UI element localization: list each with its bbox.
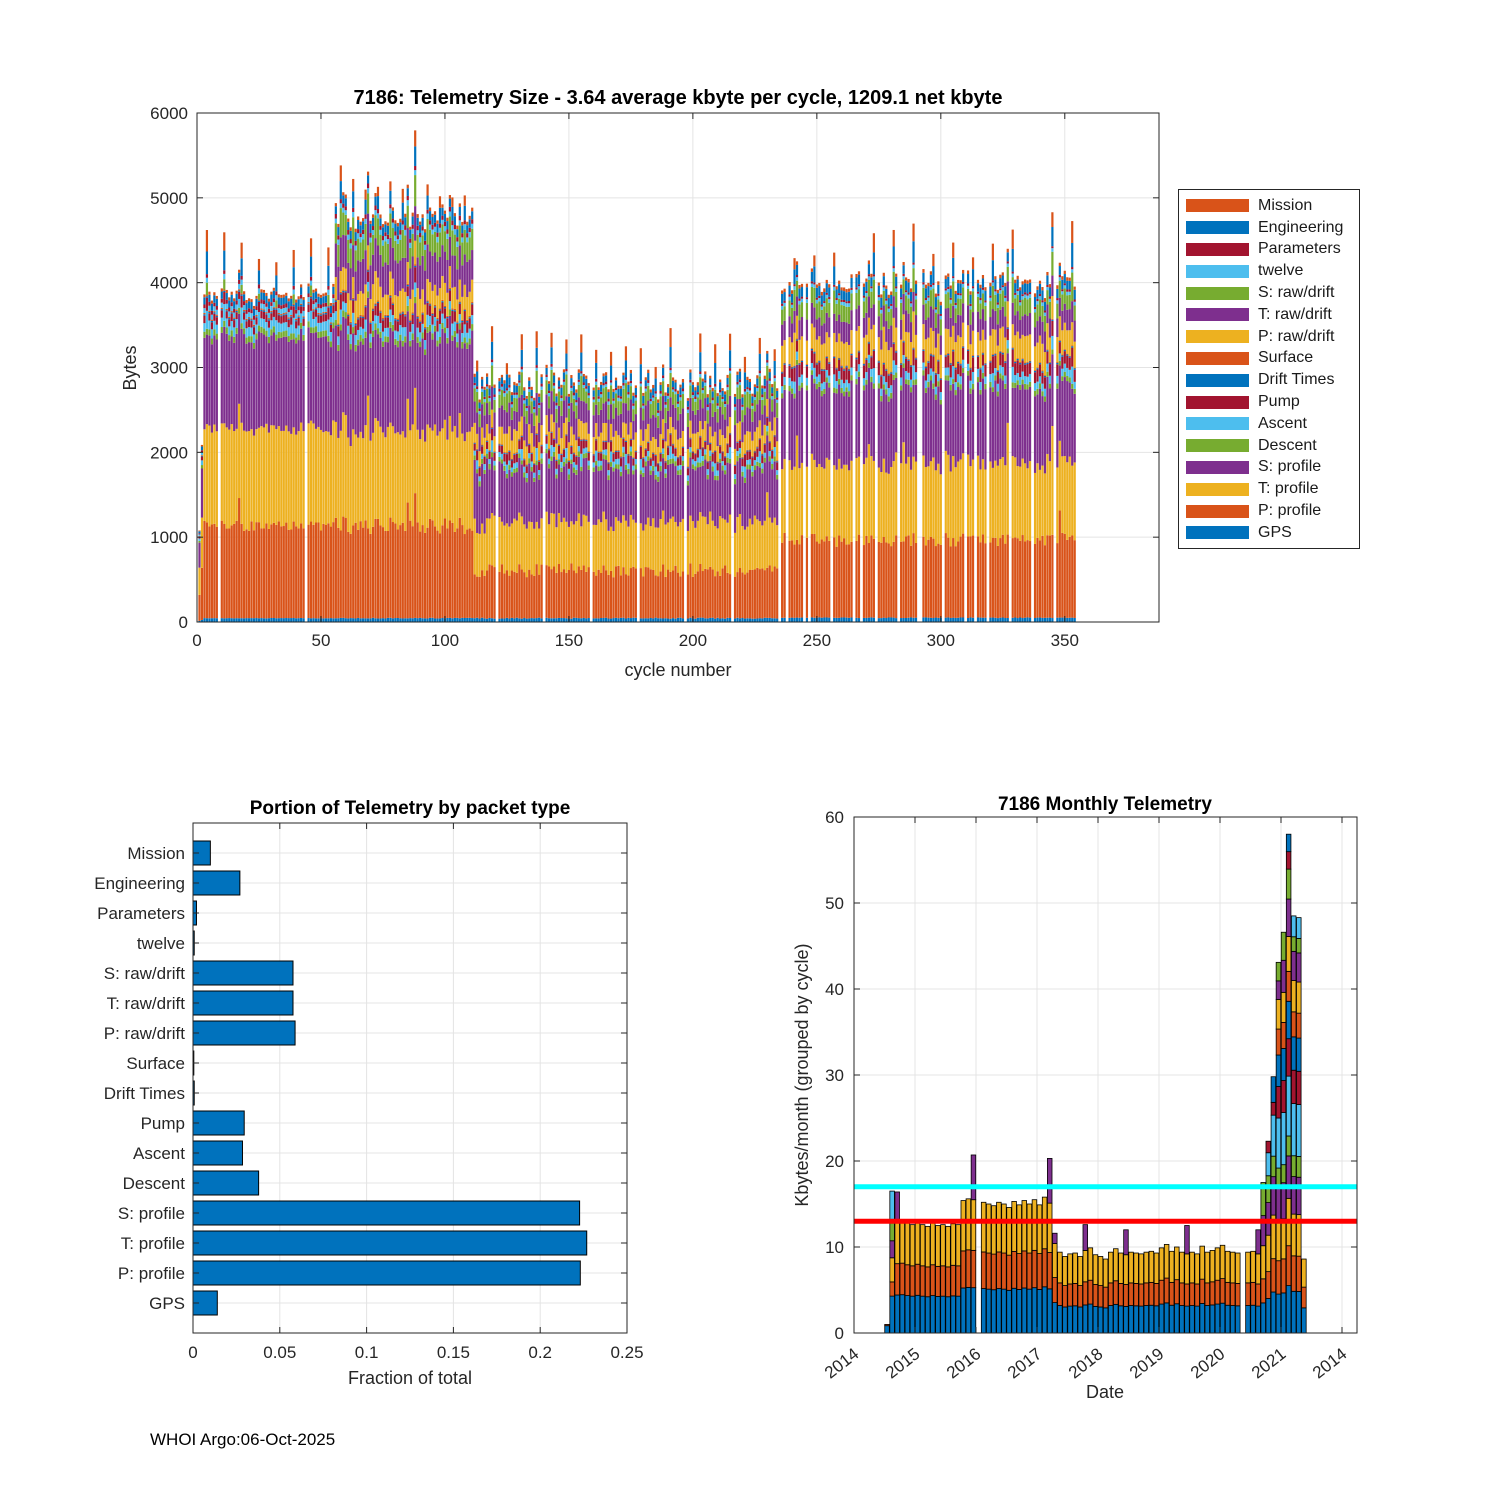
legend-box	[1178, 189, 1360, 549]
legend-entry	[1179, 478, 1359, 500]
legend-entry	[1179, 282, 1359, 304]
legend-entry	[1179, 304, 1359, 326]
monthly-chart-bars	[885, 834, 1306, 1333]
footer-text: WHOI Argo:06-Oct-2025	[150, 1430, 336, 1449]
legend-label: Parameters	[1258, 240, 1341, 258]
monthly-chart-title: 7186 Monthly Telemetry	[997, 794, 1213, 815]
portion-chart-title: Portion of Telemetry by packet type	[249, 798, 571, 819]
legend-entry	[1179, 260, 1359, 282]
legend-label: GPS	[1258, 523, 1292, 541]
legend-swatch	[1186, 439, 1249, 452]
legend-swatch	[1186, 221, 1249, 234]
top-chart-xlabel: cycle number	[624, 660, 732, 680]
legend-entry	[1179, 239, 1359, 261]
legend-entry	[1179, 195, 1359, 217]
legend-entry	[1179, 500, 1359, 522]
legend-swatch	[1186, 199, 1249, 212]
legend-label: Drift Times	[1258, 371, 1335, 389]
legend-entry	[1179, 435, 1359, 457]
legend-label: T: raw/drift	[1258, 305, 1332, 323]
portion-chart-grid	[193, 823, 627, 1333]
telemetry-size-chart	[150, 104, 1159, 650]
legend-label: S: profile	[1258, 458, 1322, 476]
legend-entry	[1179, 326, 1359, 348]
legend-label: T: profile	[1258, 480, 1319, 498]
monthly-telemetry-chart	[821, 808, 1357, 1382]
legend-swatch	[1186, 352, 1249, 365]
legend-swatch	[1186, 483, 1249, 496]
legend-label: Descent	[1258, 436, 1317, 454]
legend-label: S: raw/drift	[1258, 284, 1335, 302]
legend-label: Mission	[1258, 196, 1313, 214]
legend-label: P: profile	[1258, 502, 1322, 520]
legend-swatch	[1186, 417, 1249, 430]
legend-swatch	[1186, 330, 1249, 343]
legend-swatch	[1186, 265, 1249, 278]
legend-entry	[1179, 457, 1359, 479]
legend-entry	[1179, 348, 1359, 370]
portion-chart-xlabel: Fraction of total	[347, 1368, 473, 1388]
legend-entry	[1179, 369, 1359, 391]
top-chart-ylabel: Bytes	[120, 345, 140, 391]
legend-swatch	[1186, 461, 1249, 474]
legend-entry	[1179, 391, 1359, 413]
top-chart-title: 7186: Telemetry Size - 3.64 average kbyte per cycle, 1209.1 net kbyte	[353, 87, 1003, 109]
portion-chart-bars	[193, 841, 587, 1315]
monthly-chart-xlabel: Date	[1085, 1382, 1125, 1402]
legend-swatch	[1186, 526, 1249, 539]
top-chart-bars	[198, 130, 1075, 622]
legend-label: P: raw/drift	[1258, 327, 1335, 345]
portion-chart	[94, 823, 643, 1362]
legend-entry	[1179, 413, 1359, 435]
legend-label: twelve	[1258, 262, 1304, 280]
legend-label: Ascent	[1258, 414, 1307, 432]
legend-swatch	[1186, 396, 1249, 409]
legend-swatch	[1186, 287, 1249, 300]
legend-swatch	[1186, 505, 1249, 518]
legend-swatch	[1186, 308, 1249, 321]
legend-label: Surface	[1258, 349, 1314, 367]
legend-entry	[1179, 217, 1359, 239]
legend-entry	[1179, 522, 1359, 544]
legend-label: Pump	[1258, 393, 1300, 411]
legend-swatch	[1186, 374, 1249, 387]
legend-swatch	[1186, 243, 1249, 256]
monthly-chart-ylabel: Kbytes/month (grouped by cycle)	[792, 943, 812, 1207]
legend-label: Engineering	[1258, 218, 1344, 236]
